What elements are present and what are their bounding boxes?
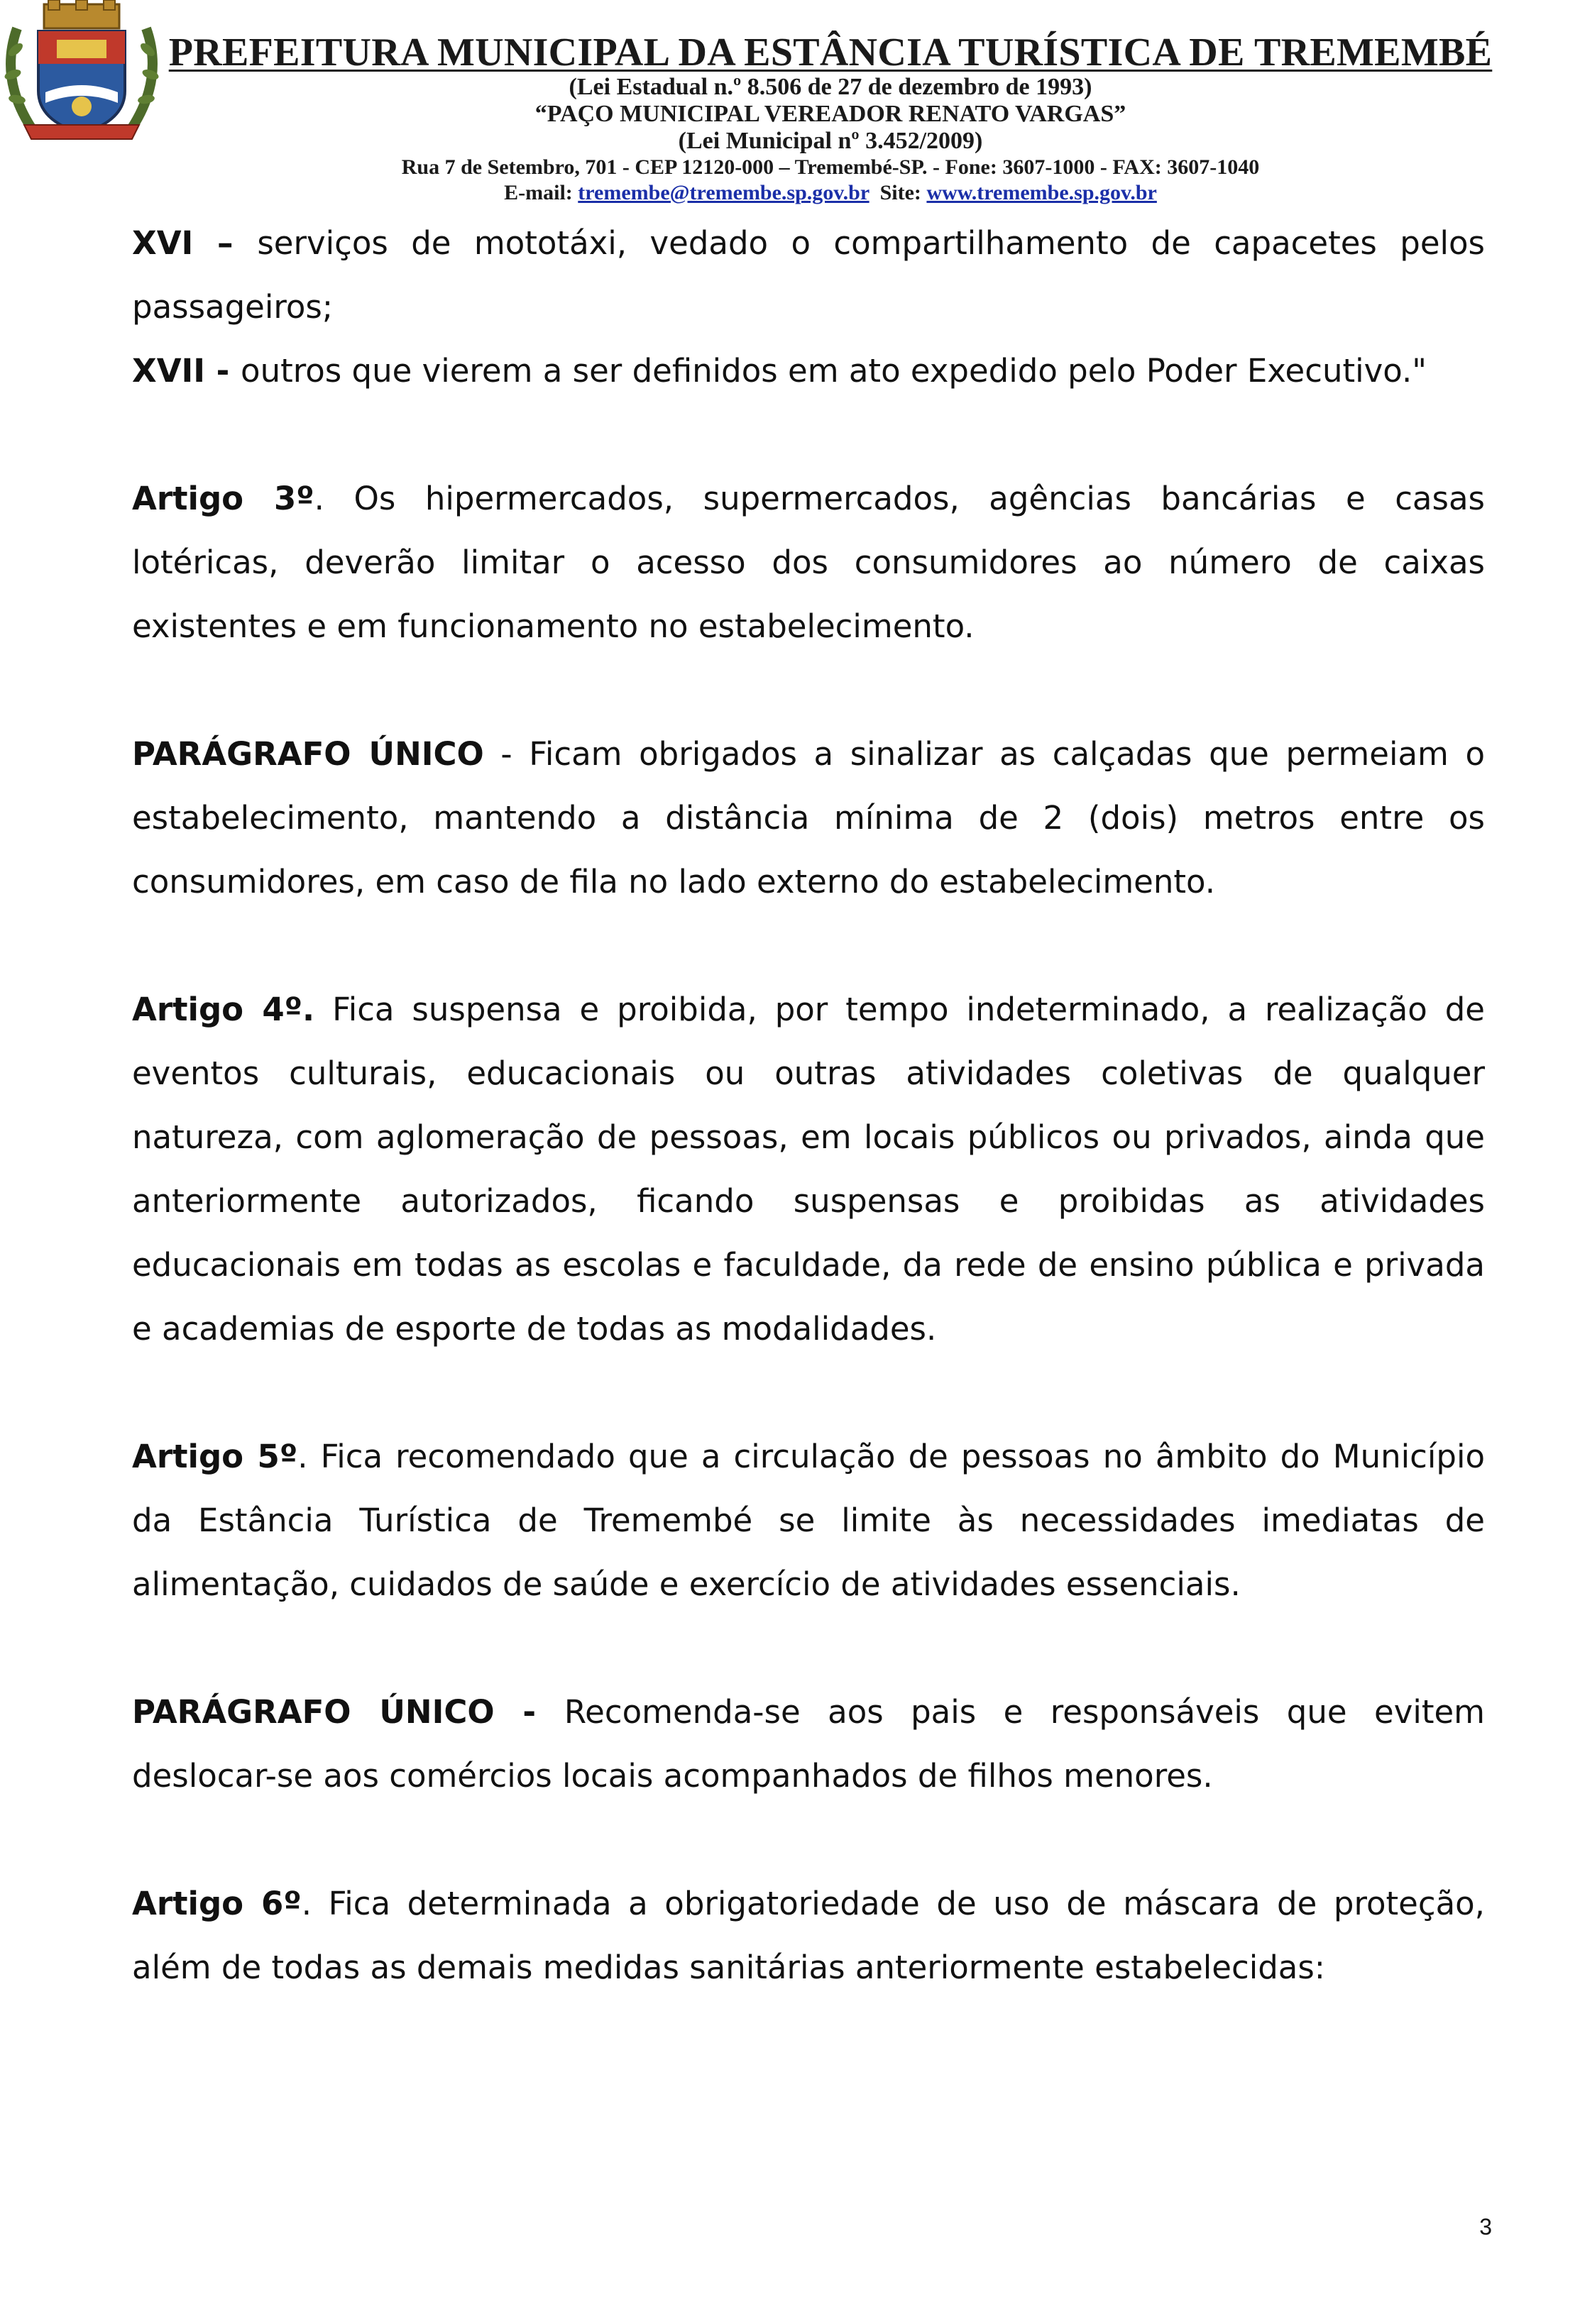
article-text: . Fica determinada a obrigatoriedade de uso de máscara de proteção, além de todas as demais medidas sanitárias anteriormente estabelecidas: bbox=[132, 1885, 1485, 1986]
article-4 bbox=[132, 978, 1485, 1361]
clause-text: outros que vierem a ser definidos em ato expedido pelo Poder Executivo." bbox=[241, 352, 1427, 390]
municipal-coat-of-arms-icon bbox=[3, 0, 160, 142]
article-3 bbox=[132, 467, 1485, 659]
clause-label: XVI – bbox=[132, 224, 258, 262]
letterhead-palace-name: “PAÇO MUNICIPAL VEREADOR RENATO VARGAS” bbox=[534, 101, 1126, 127]
article-6 bbox=[132, 1872, 1485, 2000]
site-label: Site: bbox=[869, 181, 927, 204]
letterhead bbox=[163, 0, 1498, 206]
article-label: Artigo 3º bbox=[132, 480, 314, 517]
article-3-sole-paragraph bbox=[132, 722, 1485, 914]
page-number: 3 bbox=[1479, 2214, 1492, 2240]
email-label: E-mail: bbox=[504, 181, 578, 204]
letterhead-title: PREFEITURA MUNICIPAL DA ESTÂNCIA TURÍSTICA DE TREMEMBÉ bbox=[168, 31, 1493, 75]
article-label: Artigo 6º bbox=[132, 1885, 302, 1922]
letterhead-address: Rua 7 de Setembro, 701 - CEP 12120-000 – Tremembé-SP. - Fone: 3607-1000 - FAX: 3607-1040 bbox=[401, 155, 1260, 179]
paragraph-text: - Ficam obrigados a sinalizar as calçadas que permeiam o estabelecimento, mantendo a distância mínima de 2 (dois) metros entre os consumidores, em caso de fila no lado externo do estabelecimento. bbox=[132, 735, 1486, 901]
clause-xvi bbox=[132, 211, 1485, 339]
paragraph-text: Recomenda-se aos pais e responsáveis que evitem deslocar-se aos comércios locais acompanhados de filhos menores. bbox=[132, 1693, 1485, 1795]
article-label: Artigo 4º. bbox=[132, 991, 315, 1028]
article-5 bbox=[132, 1425, 1485, 1617]
site-link[interactable]: www.tremembe.sp.gov.br bbox=[926, 181, 1157, 204]
clause-xvii bbox=[132, 339, 1485, 403]
clause-text: serviços de mototáxi, vedado o compartilhamento de capacetes pelos passageiros; bbox=[132, 224, 1485, 326]
paragraph-label: PARÁGRAFO ÚNICO - bbox=[132, 1693, 564, 1731]
email-link[interactable]: tremembe@tremembe.sp.gov.br bbox=[578, 181, 869, 204]
article-label: Artigo 5º bbox=[132, 1438, 298, 1475]
article-text: . Fica recomendado que a circulação de pessoas no âmbito do Município da Estância Turística de Tremembé se limite às necessidades imediatas de alimentação, cuidados de saúde e exercício de atividades essenciais. bbox=[132, 1438, 1485, 1603]
article-5-sole-paragraph bbox=[132, 1680, 1485, 1808]
letterhead-state-law: (Lei Estadual n.º 8.506 de 27 de dezembro de 1993) bbox=[569, 74, 1092, 100]
letterhead-municipal-law: (Lei Municipal nº 3.452/2009) bbox=[678, 128, 983, 154]
article-text: Fica suspensa e proibida, por tempo indeterminado, a realização de eventos culturais, educacionais ou outras atividades coletivas de qualquer natureza, com aglomeração de pessoas, em locais públicos ou privados, ainda que anteriormente autorizados, ficando suspensas e proibidas as atividades educacionais em todas as escolas e faculdade, da rede de ensino pública e privada e academias de esporte de todas as modalidades. bbox=[132, 991, 1485, 1348]
clause-label: XVII - bbox=[132, 352, 241, 390]
document-body bbox=[132, 211, 1485, 2000]
letterhead-contact bbox=[163, 180, 1498, 206]
article-text: . Os hipermercados, supermercados, agências bancárias e casas lotéricas, deverão limitar o acesso dos consumidores ao número de caixas existentes e em funcionamento no estabelecimento. bbox=[132, 480, 1485, 645]
paragraph-label: PARÁGRAFO ÚNICO bbox=[132, 735, 484, 773]
